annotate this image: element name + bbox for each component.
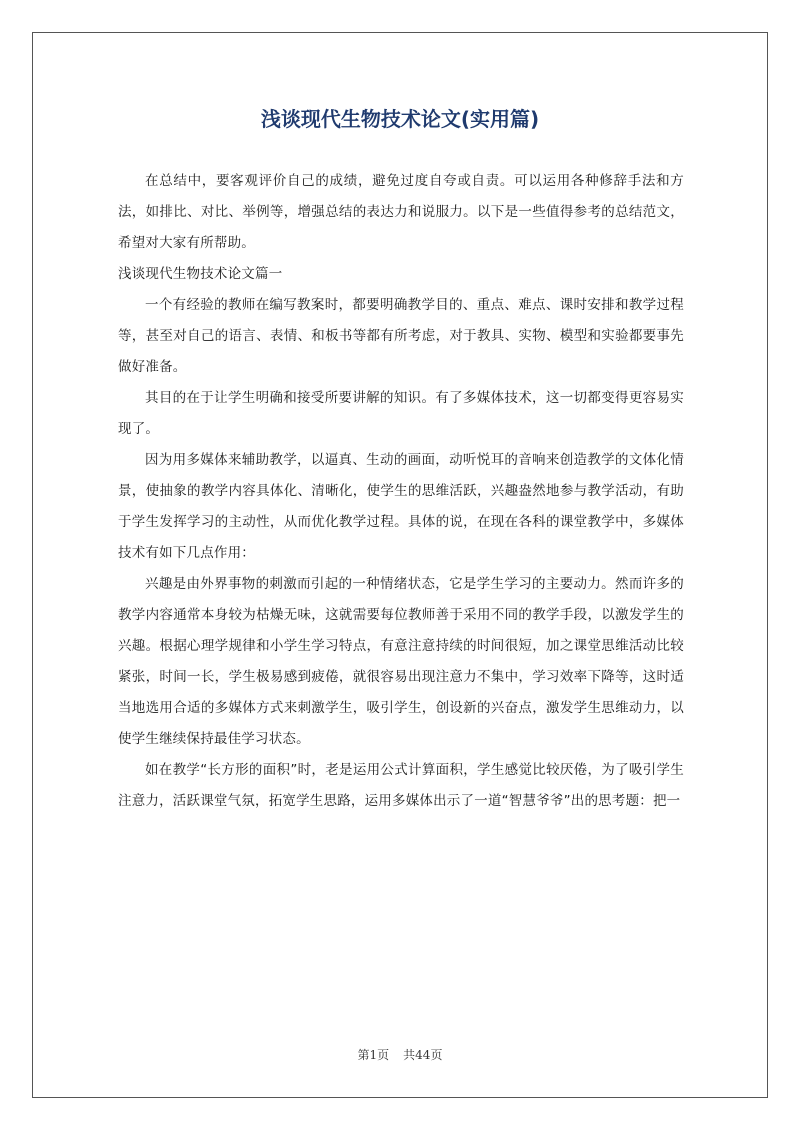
paragraph-intro: 在总结中，要客观评价自己的成绩，避免过度自夸或自责。可以运用各种修辞手法和方法，如排比、对比、举例等，增强总结的表达力和说服力。以下是一些值得参考的总结范文，希望对大家有所帮助。 (118, 173, 684, 251)
paragraph: 因为用多媒体来辅助教学，以逼真、生动的画面，动听悦耳的音响来创造教学的文体化情景，使抽象的教学内容具体化、清晰化，使学生的思维活跃，兴趣盎然地参与教学活动，有助于学生发挥学习的主动性，从而优化教学过程。具体的说，在现在各科的课堂教学中，多媒体技术有如下几点作用： (118, 452, 684, 561)
section-heading: 浅谈现代生物技术论文篇一 (118, 266, 283, 282)
paragraph: 一个有经验的教师在编写教案时，都要明确教学目的、重点、难点、课时安排和教学过程等，甚至对自己的语言、表情、和板书等都有所考虑，对于教具、实物、模型和实验都要事先做好准备。 (118, 297, 684, 375)
paragraph: 兴趣是由外界事物的刺激而引起的一种情绪状态，它是学生学习的主要动力。然而许多的教学内容通常本身较为枯燥无味，这就需要每位教师善于采用不同的教学手段，以激发学生的兴趣。根据心理学规律和小学生学习特点，有意注意持续的时间很短，加之课堂思维活动比较紧张，时间一长，学生极易感到疲倦，就很容易出现注意力不集中，学习效率下降等，这时适当地选用合适的多媒体方式来刺激学生，吸引学生，创设新的兴奋点，激发学生思维动力，以使学生继续保持最佳学习状态。 (118, 576, 684, 747)
document-title: 浅谈现代生物技术论文(实用篇) (260, 107, 540, 131)
total-pages: 共44页 (403, 1048, 443, 1062)
paragraph: 其目的在于让学生明确和接受所要讲解的知识。有了多媒体技术，这一切都变得更容易实现了。 (118, 390, 684, 437)
document-body (118, 166, 684, 817)
paragraph: 如在教学“长方形的面积”时，老是运用公式计算面积，学生感觉比较厌倦，为了吸引学生注意力，活跃课堂气氛，拓宽学生思路，运用多媒体出示了一道“智慧爷爷”出的思考题：把一 (118, 762, 684, 809)
page-footer (0, 1046, 800, 1063)
page-number: 第1页 (357, 1048, 390, 1062)
